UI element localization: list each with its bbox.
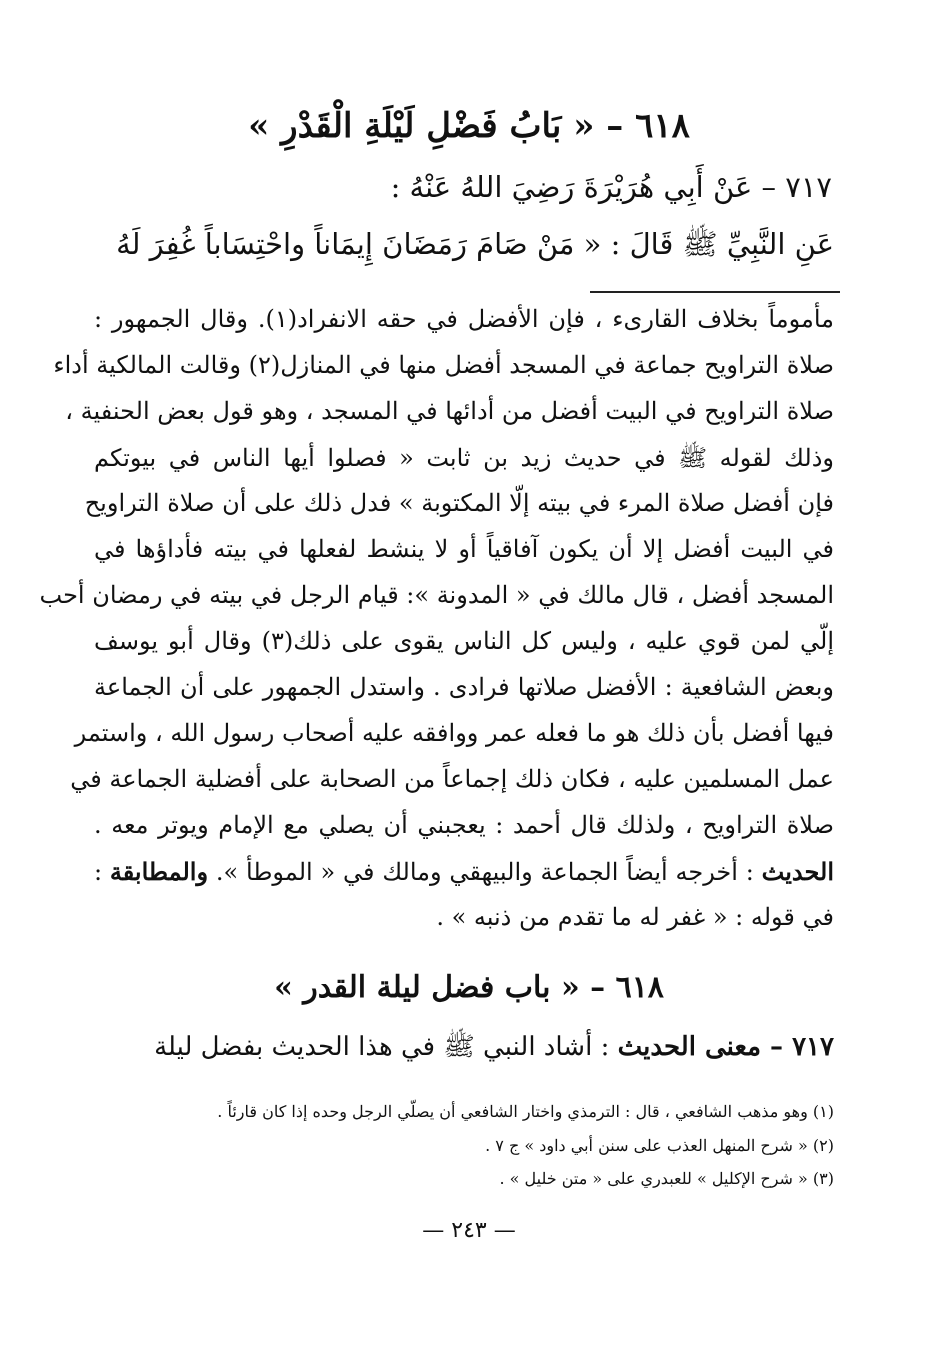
commentary-line: عمل المسلمين عليه ، فكان ذلك إجماعاً من الصحابة على أفضلية الجماعة في [70, 765, 834, 793]
page-number: — ٢٤٣ — [422, 1218, 516, 1243]
commentary-line: صلاة التراويح في البيت أفضل من أدائها في المسجد ، وهو قول بعض الحنفية ، [65, 397, 834, 425]
source-text: : أخرجه أيضاً الجماعة والبيهقي ومالك في « الموطأ ». [208, 858, 762, 886]
commentary-line: مأموماً بخلاف القارىء ، فإن الأفضل في حقه الانفراد(١). وقال الجمهور : [94, 305, 834, 333]
section-heading: ٦١٨ – « باب فضل ليلة القدر » [274, 970, 664, 1005]
commentary-line: صلاة التراويح جماعة في المسجد أفضل منها في المنازل(٢) وقالت المالكية أداء [53, 351, 834, 379]
commentary-line: وبعض الشافعية : الأفضل صلاتها فرادى . واستدل الجمهور على أن الجماعة [94, 673, 834, 701]
footnote-3: (٣) « شرح الإكليل » للعبدري على « متن خليل » . [499, 1169, 834, 1188]
commentary-line: فإن أفضل صلاة المرء في بيته إلّا المكتوبة » فدل ذلك على أن صلاة التراويح [84, 489, 834, 517]
commentary-line: إلّي لمن قوي عليه ، وليس كل الناس يقوى على ذلك(٣) وقال أبو يوسف [94, 627, 835, 655]
hadith-line-2: عَنِ النَّبِيِّ ﷺ قَالَ : « مَنْ صَامَ رَمَضَانَ إِيمَاناً واحْتِسَاباً غُفِرَ لَهُ [116, 227, 834, 261]
commentary-block [39, 0, 835, 1361]
commentary-line: في البيت أفضل إلا أن يكون آفاقياً أو لا ينشط لفعلها في بيته فأداؤها في [94, 535, 834, 563]
hadith-line-1: ٧١٧ – عَنْ أَبِي هُرَيْرَةَ رَضِيَ اللهُ عَنْهُ : [390, 170, 832, 204]
source-colon: : [94, 858, 110, 886]
hadith-label: الحديث [761, 857, 834, 886]
commentary-line: المسجد أفضل ، قال مالك في « المدونة »: قيام الرجل في بيته في رمضان أحب [39, 581, 834, 609]
commentary-line: صلاة التراويح ، ولذلك قال أحمد : يعجبني أن يصلي مع الإمام ويوتر معه . [94, 811, 834, 839]
match-label: والمطابقة [109, 857, 209, 886]
section-start-label: ٧١٧ – معنى الحديث [617, 1032, 834, 1062]
commentary-line: وذلك لقوله ﷺ في حديث زيد بن ثابت « فصلوا أيها الناس في بيوتكم [94, 444, 834, 472]
footnote-1: (١) وهو مذهب الشافعي ، قال : الترمذي واختار الشافعي أن يصلّي الرجل وحده إذا كان قارئاً . [217, 1102, 834, 1121]
source-line [94, 857, 834, 886]
commentary-line: فيها أفضل بأن ذلك هو ما فعله عمر ووافقه عليه أصحاب رسول الله ، واستمر [74, 719, 834, 747]
source-last-line: في قوله : « غفر له ما تقدم من ذنبه » . [436, 903, 834, 931]
chapter-heading: ٦١٨ – « بَابُ فَضْلِ لَيْلَةِ الْقَدْرِ » [248, 106, 690, 146]
section-start-line [154, 1030, 834, 1068]
footnote-2: (٢) « شرح المنهل العذب على سنن أبي داود » ج ٧ . [485, 1136, 834, 1155]
section-start-text: : أشاد النبي ﷺ في هذا الحديث بفضل ليلة [154, 1032, 618, 1062]
